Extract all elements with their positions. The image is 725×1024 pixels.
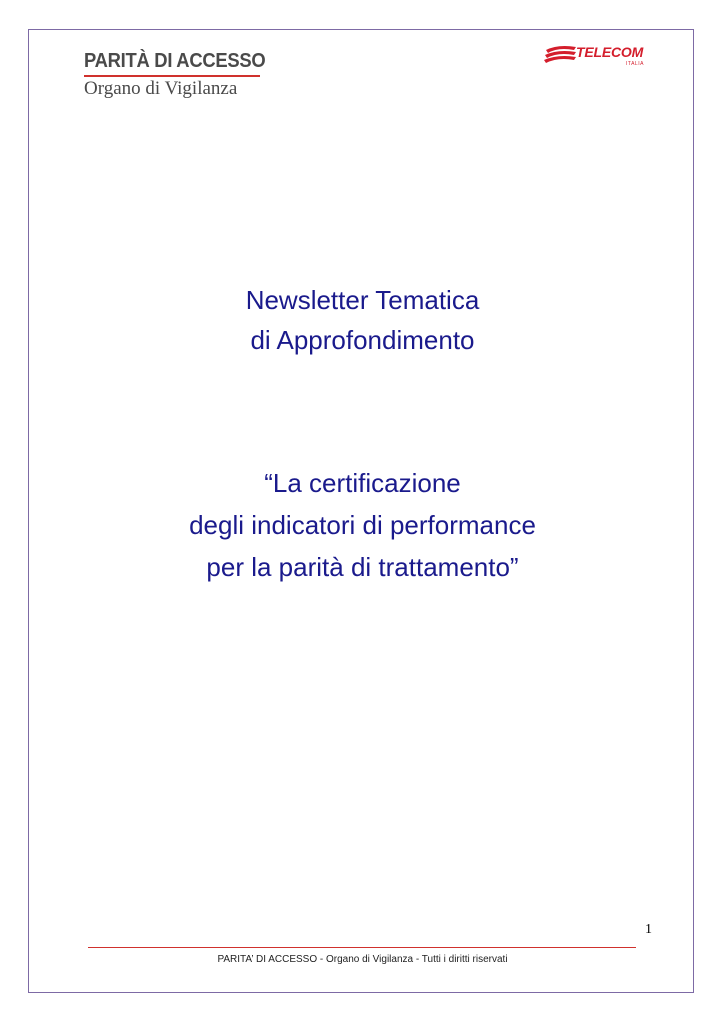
- org-subtitle: Organo di Vigilanza: [84, 78, 238, 99]
- subject-line-2: degli indicatori di performance: [189, 510, 536, 540]
- parita-di-accesso-logo: [84, 50, 264, 100]
- org-name: PARITÀ DI ACCESSO: [84, 50, 266, 72]
- footer-rule: [88, 947, 636, 948]
- footer-text: PARITA’ DI ACCESSO - Organo di Vigilanza - Tutti i diritti riservati: [217, 954, 508, 965]
- newsletter-title: [0, 280, 725, 360]
- newsletter-subject: [0, 462, 725, 588]
- title-line-1: Newsletter Tematica: [245, 285, 480, 315]
- telecom-wave-icon: [544, 42, 578, 68]
- telecom-brand-subtitle: ITALIA: [626, 61, 644, 67]
- subject-line-1: “La certificazione: [264, 468, 461, 498]
- telecom-brand-name: TELECOM: [576, 44, 644, 60]
- title-line-2: di Approfondimento: [250, 325, 475, 355]
- telecom-italia-logo: [544, 42, 654, 70]
- subject-line-3: per la parità di trattamento”: [206, 552, 519, 582]
- org-logo-rule: [84, 75, 260, 77]
- page-number: 1: [645, 922, 652, 937]
